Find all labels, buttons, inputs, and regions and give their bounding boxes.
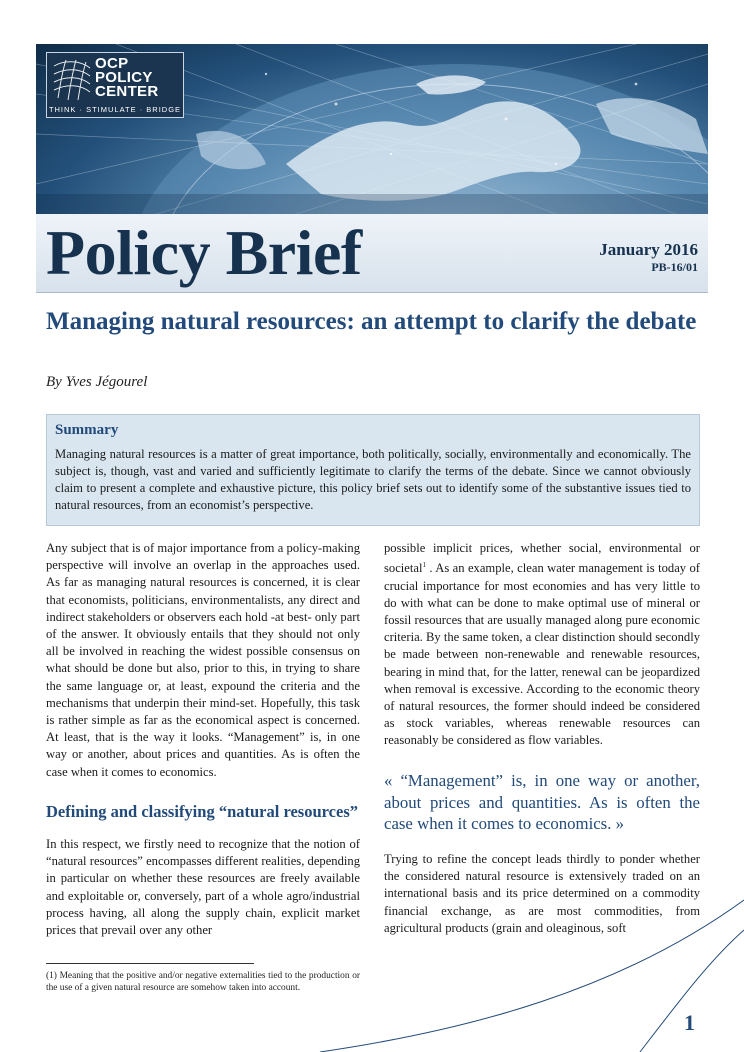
paragraph-text: In this respect, we firstly need to recognize that the notion of “natural resources” encompasses different realities, depending in particular on whether these resources are freely available and exploitable or, conversely, part of a whole agro/industrial process having, all along the supply chain, explicit market prices that prevail over any other <box>46 837 360 938</box>
document-type-bar <box>36 214 708 293</box>
author-byline: By Yves Jégourel <box>46 374 148 390</box>
globe-mesh-icon <box>52 58 92 102</box>
footnote: (1) Meaning that the positive and/or negative externalities tied to the production or the use of a given natural resource are somehow taken into account. <box>46 971 360 993</box>
paragraph-text: possible implicit prices, whether social, environmental or societal <box>384 541 700 576</box>
logo-tagline: THINK · STIMULATE · BRIDGE <box>48 105 182 114</box>
footnote-reference[interactable]: 1 <box>422 561 426 570</box>
paragraph-text: Any subject that is of major importance from a policy-making perspective will involve an overlap in the approaches used. As far as managing natural resources is concerned, it is clear that economists, politicians, environmentalists, any direct and indirect stakeholders or observers each hold -at best- only part of the answer. It obviously entails that they should not only all be involved in reaching the widest possible consensus on what should be done but also, prior to this, in trying to share the same language or, at least, expound the criteria and the mechanisms that underpin their mind-set. Hopefully, this task is rather simple as far as the economical aspect is concerned. At least, that is the way it looks. “Management” is, in one way or another, about prices and quantities. As is often the case when it comes to economics. <box>46 541 360 779</box>
document-type-title: Policy Brief <box>46 217 362 288</box>
page-number: 1 <box>684 1010 695 1035</box>
header-banner-image <box>36 44 708 214</box>
body-right-paragraph-2 <box>384 851 700 937</box>
publication-date: January 2016 <box>599 240 698 259</box>
paragraph-text: Trying to refine the concept leads thirdly to ponder whether the considered natural resource is extensively traded on an international basis and its price determined on a commodity financial exchange, as are most commodities, from agricultural products (grain and oleaginous, soft <box>384 852 700 935</box>
body-right-paragraph-1 <box>384 540 700 750</box>
footnote-divider <box>46 963 254 964</box>
article-title: Managing natural resources: an attempt to clarify the debate <box>46 308 697 335</box>
summary-text: Managing natural resources is a matter of great importance, both politically, socially, environmentally and economically. The subject is, though, vast and varied and sufficiently legitimate to clarify the terms of the debate. Since we cannot obviously claim to present a complete and exhaustive picture, this policy brief sets out to identify some of the substantive issues tied to natural resources, from an economist’s perspective. <box>55 447 691 512</box>
body-left-paragraph-2 <box>46 836 360 939</box>
publication-code: PB-16/01 <box>651 260 698 274</box>
section-heading: Defining and classifying “natural resources” <box>46 802 358 821</box>
paragraph-text: . As an example, clean water management is today of crucial importance for most economies and has very little to do with what can be done to make optimal use of mineral or fossil resources that are usually managed along pure economic criteria. By the same token, a clear distinction should secondly be made between non-renewable and renewable resources, bearing in mind that, for the latter, renewal can be jeopardized when removal is excessive. According to the economic theory of natural resources, the former should indeed be considered as stock variables, whereas renewable resources can reasonably be considered as flow variables. <box>384 561 700 748</box>
summary-box <box>46 414 700 526</box>
ocp-policy-center-logo <box>46 52 184 118</box>
logo-text: OCP POLICY CENTER <box>95 55 159 100</box>
summary-heading: Summary <box>55 422 119 438</box>
body-left-paragraph-1 <box>46 540 360 781</box>
pull-quote: « “Management” is, in one way or another, about prices and quantities. As is often the case when it comes to economics. » <box>384 771 700 833</box>
